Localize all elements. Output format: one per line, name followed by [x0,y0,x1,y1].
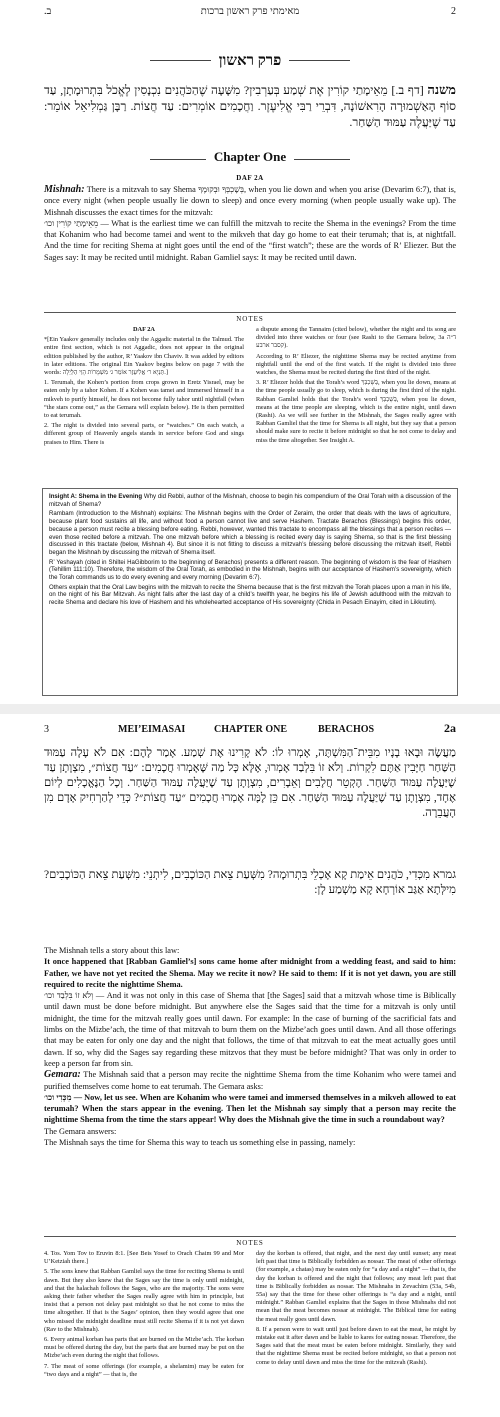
mishnah-english [44,184,456,263]
header-title: מאימתי פרק ראשון ברכות [200,6,300,17]
note-7-cont: day the korban is offered, that night, and the next day until sunset; any meat left past that time is Biblically forbidden as nossar. The meat of other offerings (for example, a chatas) may be eaten only for “a day and a night” — that is, the day the korban is offered and the night that follows; any meat left past that time is Biblically forbidden as nossar. The Mishnahs in Zevachim (53a, 54b, 55a) say that the time for these other offerings is “a day and a night, until midnight.” Rabban Gamliel explains that the Sages in those Mishnahs did not mean that the meat becomes nossar at midnight. The Biblical time for eating the meat really goes until dawn. [256,1250,456,1323]
page-2 [0,0,500,700]
gemara-lead: Gemara: [44,1069,81,1081]
note-1: 1. Terumah, the Kohen’s portion from crops grown in Eretz Yisrael, may be eaten only by a tahor Kohen. If a Kohen was tamei and immersed himself in a mikveh to purify himself, he does not become fully tahor until nightfall (when “the stars come out,” as the Gemara will explain below). He is then permitted to eat terumah. [44,379,244,420]
insight-title: Insight A: Shema in the Evening [49,493,143,500]
insight-p3: Others explain that the Oral Law begins with the mitzvah to recite the Shema because that is the first mitzvah the Torah places upon a man in his life, on the night of his Bar Mitzvah. As night falls after the last day of a child’s twelfth year, he begins his life of Jewish adulthood with the mitzvah to recite Shema and declare his love of Hashem and his wholehearted acceptance of His sovereignty (Chida in Pesach Einayim, cited in Likkutim). [49,583,451,607]
eng-g4: The Mishnah says the time for Shema this way to teach us something else in passing, namely: [44,1138,356,1148]
daf-marker: ב. [44,6,52,17]
note-6: 6. Every animal korban has parts that are burned on the Mizbe’ach. The korban must be offered during the day, but the parts that are burned may be put on the Mizbe’ach even during the night that follows. [44,1336,244,1360]
insight-intro: Why did Rebbi, author of the Mishnah, choose to begin his compendium of the Oral Torah with a discussion of the mitzvah of Shema? [49,493,451,508]
insight-box [42,488,458,696]
chapter-title: Chapter One [206,149,294,165]
note-8: 8. If a person were to wait until just before dawn to eat the meat, he might by mistake eat it after dawn and be liable to kares for eating nossar. Therefore, the Sages said that the meat must be eaten before midnight. Similarly, they said that the nighttime Shema must be recited before midnight, so that a person not come to delay until dawn and miss the time for the mitzvah (Rashi). [256,1325,456,1366]
notes-right-column-2 [256,1250,456,1414]
note-2-according: According to R’ Eliezer, the nighttime Shema may be recited anytime from nightfall until the end of the first watch. If the night is divided into three watches, the Shema must be recited during the first third of the night. [256,352,456,377]
notes-right-column [256,326,456,484]
eng-p3: וְלֹא זוֹ בִּלְבַד וכו׳ — And it was not only in this case of Shema that [the Sages] said that a mitzvah whose time is Biblically until dawn must be done before midnight. But anywhere else the Sages said that the time for a mitzvah is only until midnight, the time for the mitzvah really goes until dawn. For example: In the case of burning of the sacrificial fats and limbs on the Mizbe’ach, the time of that mitzvah to burn them on the Mizbe’ach goes until dawn. And all those offerings that may be eaten for only one day and the night that follows, the time of that mitzvah to eat the meat actually goes until dawn. If so, why did the Sages say regarding these mitzvos that they must be before midnight? That was only in order to keep a person far from sin. [44,991,457,1068]
notes-label-2: NOTES [236,1239,264,1247]
header-berachos: BERACHOS [318,724,375,735]
page-number-2: 3 [44,724,49,735]
note-2: 2. The night is divided into several parts, or “watches.” On each watch, a different group of Heavenly angels stands in service before God and sings praises to Him. There is [44,422,244,446]
eng-g3: The Gemara answers: [44,1126,117,1136]
note-2-cont: a dispute among the Tannaim (cited below), whether the night and its song are divided into three watches or four (see Rashi to the Gemara below, 3a ד״ה קסבר ארבע). [256,326,456,350]
hebrew-mishnah-story: מַעֲשֶׂה וּבָאוּ בָנָיו מִבֵּית־הַמִּשְׁתֶּה, אָמְרוּ לוֹ: לֹא קָרִינוּ אֶת שְׁמַע. אָמַר לָהֶם: אִם לֹא עָלָה עַמּוּד הַשַּׁחַר חַיָּבִין אַתֶּם לִקְרוֹת. וְלֹא זוֹ בִּלְבַד אָמְרוּ, אֶלָּא כָּל מַה שֶּׁאָמְרוּ חֲכָמִים: ״עַד חֲצוֹת״, מִצְוָתָן עַד שֶׁיַּעֲלֶה עַמּוּד הַשַּׁחַר. הֶקְטֵר חֲלָבִים וְאֵבָרִים, מִצְוָתָן עַד שֶׁיַּעֲלֶה עַמּוּד הַשַּׁחַר. וְכָל הַנֶּאֱכָלִים לְיוֹם אֶחָד, מִצְוָתָן עַד שֶׁיַּעֲלֶה עַמּוּד הַשַּׁחַר. אִם כֵּן לָמָּה אָמְרוּ חֲכָמִים ״עַד חֲצוֹת״? כְּדֵי לְהַרְחִיק אָדָם מִן הָעֲבֵרָה. [44,747,456,819]
header-chapter-one: CHAPTER ONE [214,724,288,735]
eng-g1: The Mishnah said that a person may recite the nighttime Shema from the time Kohanim who were tamei and purified themselves come home to eat terumah. The Gemara asks: [44,1070,456,1091]
mishnah-english-p2: מֵאֵימָתַי קוֹרִין וכו׳ — What is the earliest time we can fulfill the mitzvah to recite the Shema in the evenings? From the time that Kohanim who had become tamei and went to the mikveh that day go home to eat their terumah; that is, at nightfall. And the time for reciting Shema at night goes until the end of the “first watch”; these are the words of R’ Eliezer. But the Sages say: It may be recited until midnight. Raban Gamliel says: It may be recited until dawn. [44,218,456,262]
note-star: *[Ein Yaakov generally includes only the Aggadic material in the Talmud. The entire first section, which is not Aggadic, does not appear in the original edition published by the author, R’ Yaakov ibn Chaviv. It was added by editors in later editions. The original Ein Yaakov begins below on page 7 with the words: תַּנְיָא ר׳ אֱלִיעֶזֶר אוֹמֵר ג׳ מִשְׁמָרוֹת הָוֵי הַלַּיְלָה.] [44,336,244,377]
eng-p1: The Mishnah tells a story about this law: [44,946,180,955]
note-4: 4. Tos. Yom Tov to Eruvin 8:1. [See Beis Yosef to Orach Chaim 99 and Mor U’Ketziah there.] [44,1250,244,1266]
insight-p1: Rambam (Introduction to the Mishnah) explains: The Mishnah begins with the Order of Zeraim, the order that deals with the laws of agriculture, because plant food sustains all life, and without food a person cannot live and serve Hashem. Tractate Berachos (Blessings) begins this order, because a person must recite a blessing before eating. Rebbi, however, wanted this tractate to encompass all the blessings that a person recites — even those recited before a mitzvah. The one mitzvah before which a blessing is recited every day is saying Shema, so that is the first blessing discussed in this tractate (below, Mishnah 4). But since it is not fitting to discuss a mitzvah’s blessing before discussing the mitzvah itself, Rebbi began the Mishnah by discussing the mitzvah of Shema itself. [49,510,451,556]
notes-daf-heading: DAF 2A [133,326,155,333]
insight-p2: R’ Yeshayah (cited in Shiltei HaGibborim to the beginning of Berachos) presents a different reason. The beginning of wisdom is the fear of Hashem (Tehillim 111:10). Therefore, the wisdom of the Oral Torah, as embodied in the Mishnah, begins with our acceptance of Hashem’s sovereignty, which the Torah commands us to do every evening and every morning (Devarim 6:7). [49,558,451,582]
note-3: 3. R’ Eliezer holds that the Torah’s word בְּשָׁכְבְּךָ, when you lie down, means at the time people usually go to sleep, which is during the first third of the night. Rabban Gamliel holds that the Torah’s word בְּשָׁכְבְּךָ, when you lie down, means at the time people are sleeping, which is the entire night, until dawn (Rashi). As we will see further in the Mishnah, the Sages really agree with Rabban Gamliel that the time for Shema is all night, but they say that a person should make sure to recite it before midnight so that he not come to delay and miss the time altogether. See Insight A. [256,379,456,444]
notes-label: NOTES [236,315,264,323]
eng-g2: מִכְּדִי וכו׳ — Now, let us see. When are Kohanim who were tamei and immersed themselves in a mikveh allowed to eat terumah? When the stars appear in the evening. Then let the Mishnah say simply that a person may recite the nighttime Shema from the time the stars appear! Why does the Mishnah give the time in such a roundabout way? [44,1092,456,1125]
mishnah-lead: Mishnah: [44,184,85,195]
banner-title: פרק ראשון [211,53,290,70]
daf-label: DAF 2A [236,174,264,182]
notes-left-column [44,326,244,484]
eng-p2: It once happened that [Rabban Gamliel’s] sons came home after midnight from a wedding feast, and said to him: Father, we have not yet recited the Shema. May we recite it now? He said to them: If it is not yet dawn, you are still required to recite the nighttime Shema. [44,957,456,989]
mishnah-english-p1: There is a mitzvah to say Shema בְּשָׁכְבְּךָ וּבְקוּמֶךָ, when you lie down and when you arise (Devarim 6:7), that is, once every night (when people usually lie down to sleep) and once every morning (when people usually wake up). The Mishnah discusses the exact times for the mitzvah: [44,185,456,217]
hebrew-mishnah-text: [דף ב.] מֵאֵימָתַי קוֹרִין אֶת שְׁמַע בְּעַרְבִין? מִשָּׁעָה שֶׁהַכֹּהֲנִים נִכְנָסִין לֶאֱכֹל בִּתְרוּמָתָן, עַד סוֹף הָאַשְׁמוּרָה הָרִאשׁוֹנָה, דִּבְרֵי רַבִּי אֱלִיעֶזֶר. וַחֲכָמִים אוֹמְרִים: עַד חֲצוֹת. רַבָּן גַּמְלִיאֵל אוֹמֵר: עַד שֶׁיַּעֲלֶה עַמּוּד הַשַּׁחַר. [44,83,456,129]
hebrew-gemara: גמרא מִכְּדִי, כֹּהֲנִים אֵימַת קָא אָכְלֵי בִּתְרוּמָה? מִשְּׁעַת צֵאת הַכּוֹכָבִים, לִיתְנֵי: מִשְּׁעַת צֵאת הַכּוֹכָבִים? מִילְּתָא אַגַּב אוֹרְחָא קָא מַשְׁמַע לָן: [44,869,456,896]
header-mei-eimasai: MEI’EIMASAI [118,724,186,735]
notes-rule [44,312,456,313]
hebrew-mishnah [44,82,456,130]
mishnah-label: משנה [427,82,457,97]
running-header [0,0,500,22]
note-5: 5. The sons knew that Rabban Gamliel says the time for reciting Shema is until dawn. But they also knew that the Sages say the time is only until midnight, and that the halachah follows the Sages, who are the majority. The sons were asking their father whether the Sages really agree with him in principle, but insist that a person not delay past midnight so that he not come to miss the time altogether. If that is the Sages’ opinion, then they would agree that one who missed the midnight deadline must still recite Shema if it is not yet dawn (Rav to the Mishnah). [44,1268,244,1333]
page-divider [0,704,500,714]
english-translation [44,945,456,1148]
notes-left-column-2 [44,1250,244,1414]
page-number: 2 [451,6,456,17]
note-7: 7. The meat of some offerings (for example, a shelamim) may be eaten for “two days and a night” — that is, the [44,1362,244,1378]
running-header-2 [0,718,500,740]
chapter-heading [150,148,350,172]
header-daf: 2a [444,721,456,735]
hebrew-chapter-banner [150,52,350,82]
notes-rule-2 [44,1236,456,1237]
